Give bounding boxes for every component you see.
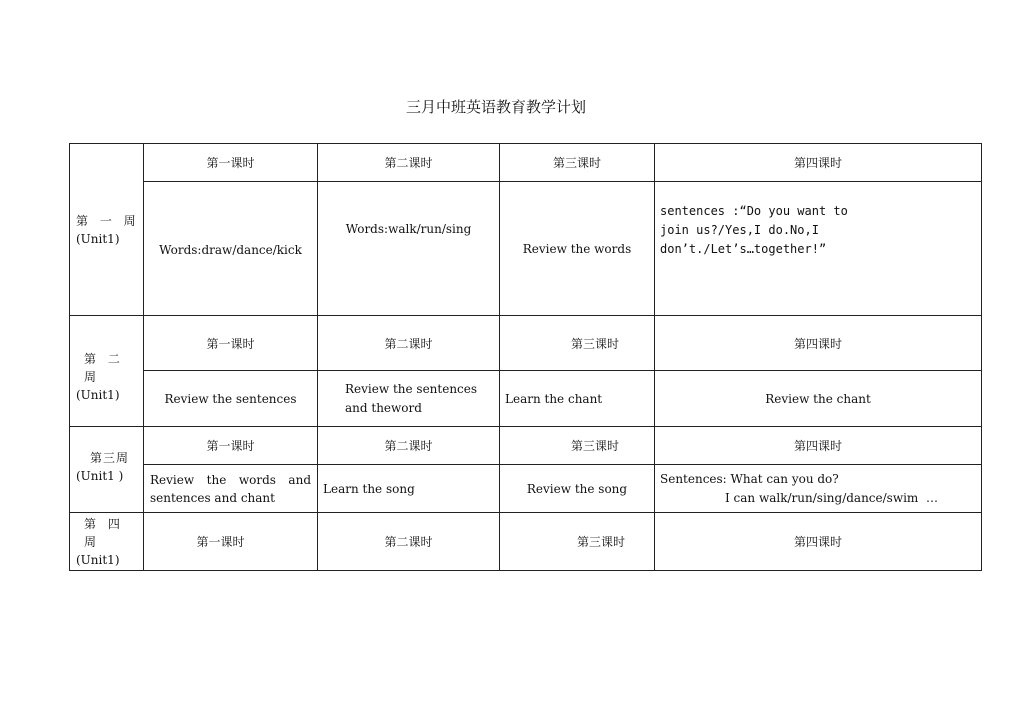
week2-header-row	[70, 316, 982, 371]
week1-label: 第 一 周	[76, 213, 140, 228]
week3-period4-header: 第四课时	[655, 427, 982, 465]
week2-period2-header: 第二课时	[318, 316, 500, 371]
week3-header-row	[70, 427, 982, 465]
week2-lesson2: Review the sentences and theword	[318, 371, 500, 427]
week3-label: 第三周	[90, 451, 130, 465]
week1-label-cell	[70, 144, 144, 316]
week4-period2-header: 第二课时	[318, 513, 500, 571]
week4-period3-header: 第三课时	[500, 513, 655, 571]
week2-lesson4: Review the chant	[655, 371, 982, 427]
week2-period4-header: 第四课时	[655, 316, 982, 371]
week3-lesson4-cell	[655, 465, 982, 513]
week3-unit: (Unit1 )	[76, 469, 124, 483]
week1-period2-header: 第二课时	[318, 144, 500, 182]
week3-period1-header: 第一课时	[144, 427, 318, 465]
document-title: 三月中班英语教育教学计划	[405, 98, 586, 116]
week2-period1-header: 第一课时	[144, 316, 318, 371]
week3-lesson3: Review the song	[500, 465, 655, 513]
week1-period1-header: 第一课时	[144, 144, 318, 182]
week1-period4-header: 第四课时	[655, 144, 982, 182]
week2-unit: (Unit1)	[76, 388, 120, 402]
week2-label-cell	[70, 316, 144, 427]
week2-lesson3: Learn the chant	[500, 371, 655, 427]
week3-lesson4: Sentences: What can you do?	[660, 471, 839, 486]
week4-period4-header: 第四课时	[655, 513, 982, 571]
week4-unit: (Unit1)	[76, 552, 120, 567]
week3-lesson2: Learn the song	[318, 465, 500, 513]
week4-row	[70, 513, 982, 571]
week2-lesson1: Review the sentences	[144, 371, 318, 427]
week3-lesson4-line2: I can walk/run/sing/dance/swim …	[725, 490, 938, 505]
lesson-plan-table	[69, 143, 982, 571]
week1-unit: (Unit1)	[76, 231, 120, 246]
week4-label-cell	[70, 513, 144, 571]
week1-content-row	[70, 182, 982, 316]
week1-header-row	[70, 144, 982, 182]
week1-lesson4: sentences :“Do you want to join us?/Yes,I do.No,I don’t./Let’s…together!”	[655, 182, 982, 316]
week2-label: 第 二 周	[84, 352, 124, 384]
week2-content-row	[70, 371, 982, 427]
week3-lesson1: Review the words and sentences and chant	[144, 465, 318, 513]
week3-label-cell	[70, 427, 144, 513]
week1-lesson2: Words:walk/run/sing	[318, 182, 500, 316]
week3-period2-header: 第二课时	[318, 427, 500, 465]
week4-period1-header: 第一课时	[144, 513, 318, 571]
week1-lesson1: Words:draw/dance/kick	[144, 182, 318, 316]
week3-period3-header: 第三课时	[500, 427, 655, 465]
week2-period3-header: 第三课时	[500, 316, 655, 371]
week1-lesson3: Review the words	[500, 182, 655, 316]
week4-label: 第 四 周	[84, 516, 124, 549]
week3-content-row	[70, 465, 982, 513]
week1-period3-header: 第三课时	[500, 144, 655, 182]
